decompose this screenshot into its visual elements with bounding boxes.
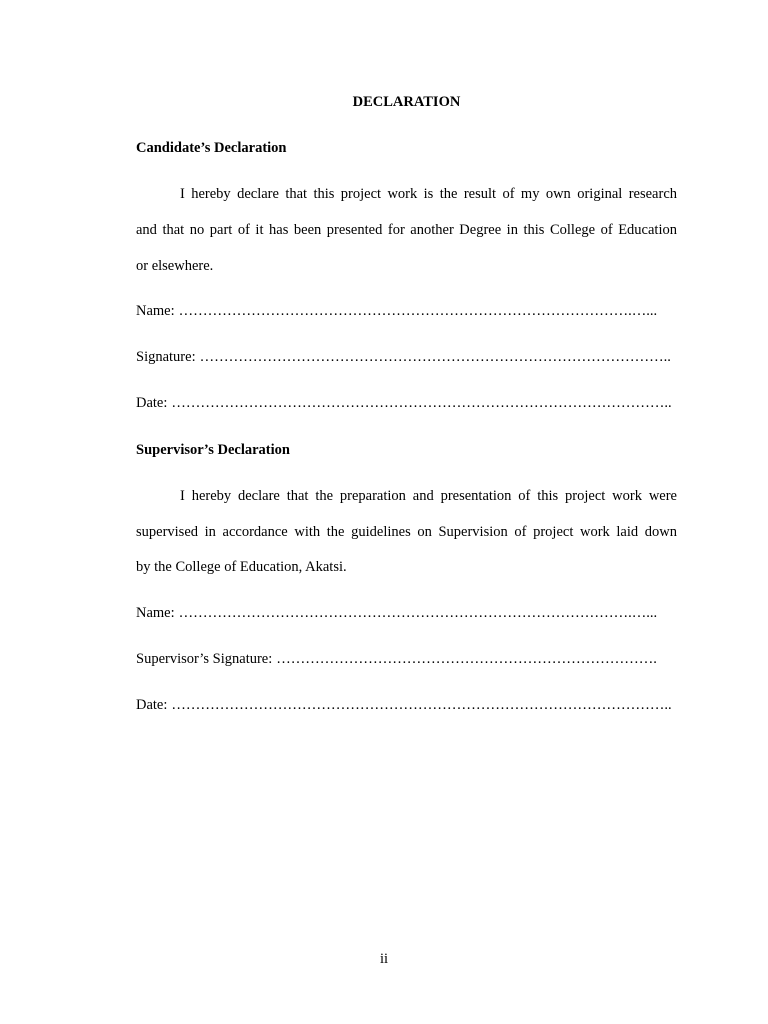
field-label: Signature:	[136, 349, 196, 365]
candidate-paragraph-line: and that no part of it has been presented for another Degree in this College of Education	[136, 222, 677, 238]
supervisor-date-field	[136, 697, 677, 714]
candidate-paragraph-line: I hereby declare that this project work is the result of my own original research	[180, 186, 677, 202]
supervisor-paragraph-line: by the College of Education, Akatsi.	[136, 559, 347, 575]
candidate-signature-field	[136, 349, 677, 366]
fill-in-line: …………………………………………………………………………………………..	[171, 697, 672, 713]
field-label: Supervisor’s Signature:	[136, 651, 273, 667]
candidate-date-field	[136, 395, 677, 412]
supervisor-paragraph-line: supervised in accordance with the guidelines on Supervision of project work laid down	[136, 524, 677, 540]
fill-in-line: …………………………………………………………………………………………..	[171, 395, 672, 411]
page-number: ii	[379, 951, 389, 967]
supervisor-signature-field	[136, 651, 677, 668]
page-title: DECLARATION	[352, 94, 461, 110]
field-label: Date:	[136, 697, 168, 713]
candidate-heading: Candidate’s Declaration	[136, 140, 287, 156]
fill-in-line: ………………………………………………………………………………….…...	[178, 605, 658, 621]
field-label: Name:	[136, 303, 175, 319]
candidate-name-field	[136, 303, 677, 320]
fill-in-line: ……………………………………………………………………………………..	[199, 349, 671, 365]
field-label: Date:	[136, 395, 168, 411]
supervisor-name-field	[136, 605, 677, 622]
candidate-paragraph-line: or elsewhere.	[136, 258, 214, 274]
field-label: Name:	[136, 605, 175, 621]
supervisor-heading: Supervisor’s Declaration	[136, 442, 290, 458]
supervisor-paragraph-line: I hereby declare that the preparation and presentation of this project work were	[180, 488, 677, 504]
fill-in-line: …………………………………………………………………….	[276, 651, 657, 667]
fill-in-line: ………………………………………………………………………………….…...	[178, 303, 658, 319]
